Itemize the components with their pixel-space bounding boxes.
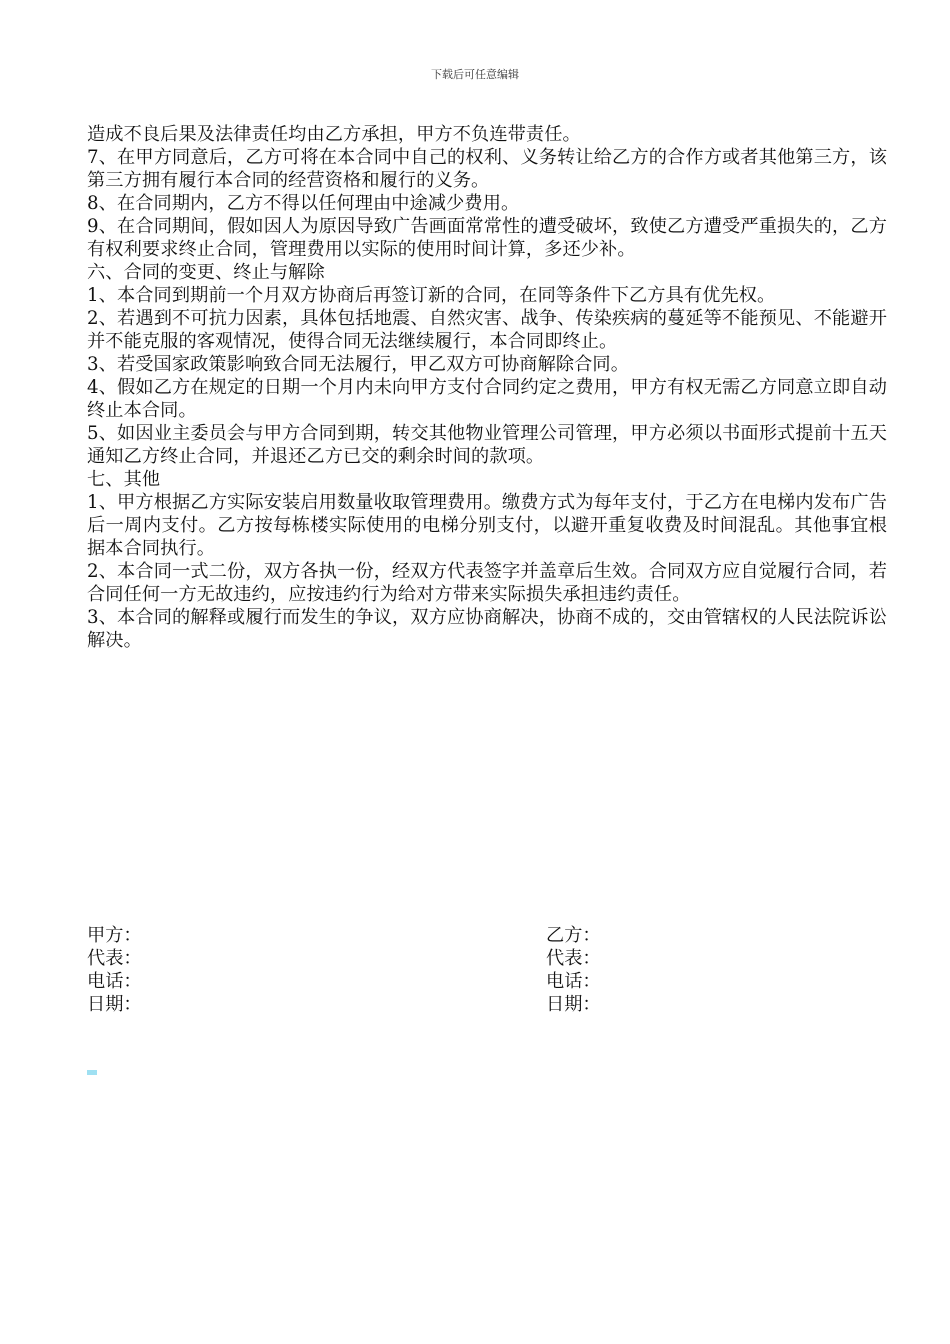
section-heading: 七、其他	[87, 469, 161, 490]
paragraph: 3、若受国家政策影响致合同无法履行，甲乙双方可协商解除合同。	[87, 354, 630, 375]
party-b-date-label: 日期：	[546, 994, 601, 1015]
signature-block-party-a	[87, 924, 142, 1016]
party-a-rep-label: 代表：	[87, 948, 142, 969]
section-heading: 六、合同的变更、终止与解除	[87, 262, 325, 283]
party-b-phone-label: 电话：	[546, 971, 601, 992]
signature-block-party-b	[546, 924, 601, 1016]
party-b-label: 乙方：	[546, 925, 601, 946]
party-a-label: 甲方：	[87, 925, 142, 946]
party-b-rep-label: 代表：	[546, 948, 601, 969]
paragraph: 2、若遇到不可抗力因素，具体包括地震、自然灾害、战争、传染疾病的蔓延等不能预见、不能避开并不能克服的客观情况，使得合同无法继续履行，本合同即终止。	[87, 308, 887, 352]
paragraph: 9、在合同期间，假如因人为原因导致广告画面常常性的遭受破坏，致使乙方遭受严重损失的，乙方有权利要求终止合同，管理费用以实际的使用时间计算，多还少补。	[87, 216, 887, 260]
paragraph: 1、甲方根据乙方实际安装启用数量收取管理费用。缴费方式为每年支付，于乙方在电梯内发布广告后一周内支付。乙方按每栋楼实际使用的电梯分别支付，以避开重复收费及时间混乱。其他事宜根据本合同执行。	[87, 492, 887, 559]
contract-body	[87, 123, 887, 652]
page-header: 下载后可任意编辑	[431, 68, 519, 81]
paragraph: 4、假如乙方在规定的日期一个月内未向甲方支付合同约定之费用，甲方有权无需乙方同意立即自动终止本合同。	[87, 377, 887, 421]
paragraph: 1、本合同到期前一个月双方协商后再签订新的合同，在同等条件下乙方具有优先权。	[87, 285, 776, 306]
paragraph: 7、在甲方同意后，乙方可将在本合同中自己的权利、义务转让给乙方的合作方或者其他第三方，该第三方拥有履行本合同的经营资格和履行的义务。	[87, 147, 887, 191]
decorative-mark	[87, 1070, 97, 1075]
party-a-date-label: 日期：	[87, 994, 142, 1015]
paragraph: 5、如因业主委员会与甲方合同到期，转交其他物业管理公司管理，甲方必须以书面形式提前十五天通知乙方终止合同，并退还乙方已交的剩余时间的款项。	[87, 423, 887, 467]
party-a-phone-label: 电话：	[87, 971, 142, 992]
paragraph: 3、本合同的解释或履行而发生的争议，双方应协商解决，协商不成的，交由管辖权的人民法院诉讼解决。	[87, 607, 887, 651]
paragraph: 2、本合同一式二份，双方各执一份，经双方代表签字并盖章后生效。合同双方应自觉履行合同，若合同任何一方无故违约，应按违约行为给对方带来实际损失承担违约责任。	[87, 561, 887, 605]
paragraph: 造成不良后果及法律责任均由乙方承担，甲方不负连带责任。	[87, 124, 581, 145]
paragraph: 8、在合同期内，乙方不得以任何理由中途减少费用。	[87, 193, 520, 214]
